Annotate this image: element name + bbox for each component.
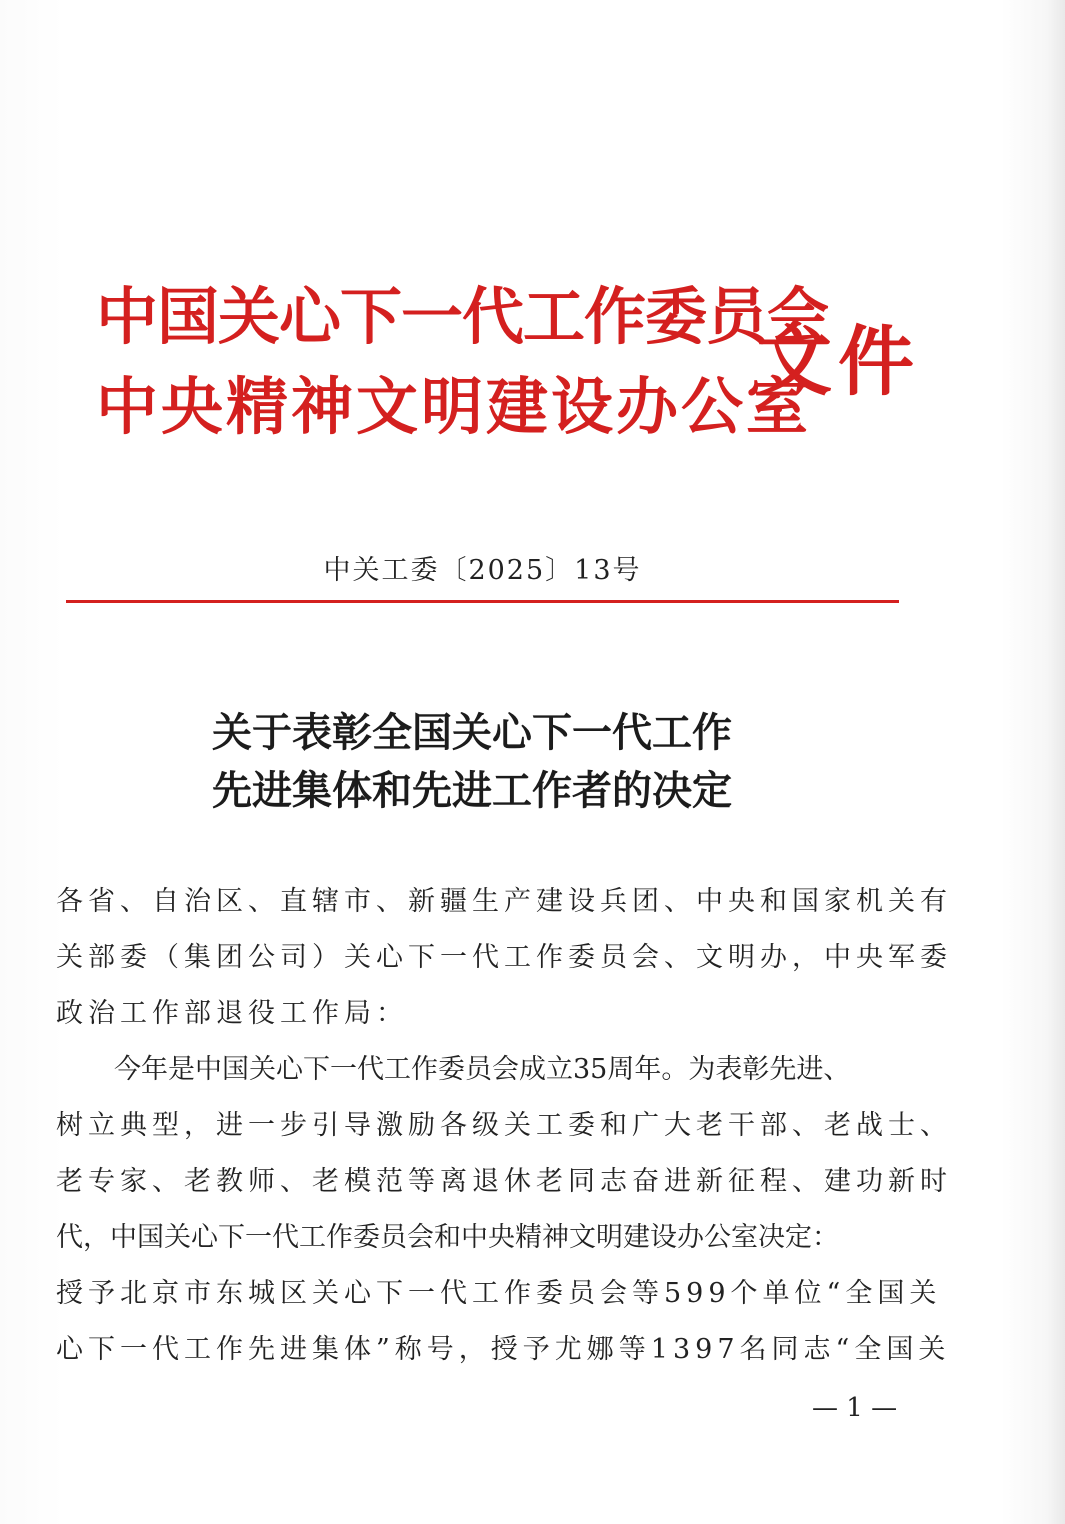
body-line: 树立典型，进一步引导激励各级关工委和广大老干部、老战士、 xyxy=(56,1110,952,1141)
issuer-line-2: 中央精神文明建设办公室 xyxy=(96,370,812,443)
body-line: 今年是中国关心下一代工作委员会成立35周年。为表彰先进、 xyxy=(114,1054,851,1085)
body-line: 各省、自治区、直辖市、新疆生产建设兵团、中央和国家机关有 xyxy=(56,886,952,917)
body-line: 老专家、老教师、老模范等离退休老同志奋进新征程、建功新时 xyxy=(56,1166,952,1197)
title-line-2: 先进集体和先进工作者的决定 xyxy=(212,768,732,814)
page-number: — 1 — xyxy=(812,1393,898,1423)
page-edge-shadow xyxy=(1047,0,1065,1524)
red-header xyxy=(96,282,926,452)
issuer-line-1: 中国关心下一代工作委员会 xyxy=(96,280,829,353)
title-line-1: 关于表彰全国关心下一代工作 xyxy=(212,710,732,756)
document-title xyxy=(212,704,852,820)
body-line: 关部委（集团公司）关心下一代工作委员会、文明办，中央军委 xyxy=(56,942,952,973)
document-number: 中关工委〔2025〕13号 xyxy=(323,555,642,586)
document-type: 文件 xyxy=(756,317,920,406)
document-body xyxy=(56,874,952,1378)
body-line: 政治工作部退役工作局： xyxy=(56,998,408,1029)
body-line: 代，中国关心下一代工作委员会和中央精神文明建设办公室决定： xyxy=(56,1222,839,1253)
body-line: 授予北京市东城区关心下一代工作委员会等599个单位“全国关 xyxy=(56,1278,942,1309)
body-line: 心下一代工作先进集体”称号，授予尤娜等1397名同志“全国关 xyxy=(56,1334,951,1365)
red-divider-line xyxy=(66,600,899,603)
